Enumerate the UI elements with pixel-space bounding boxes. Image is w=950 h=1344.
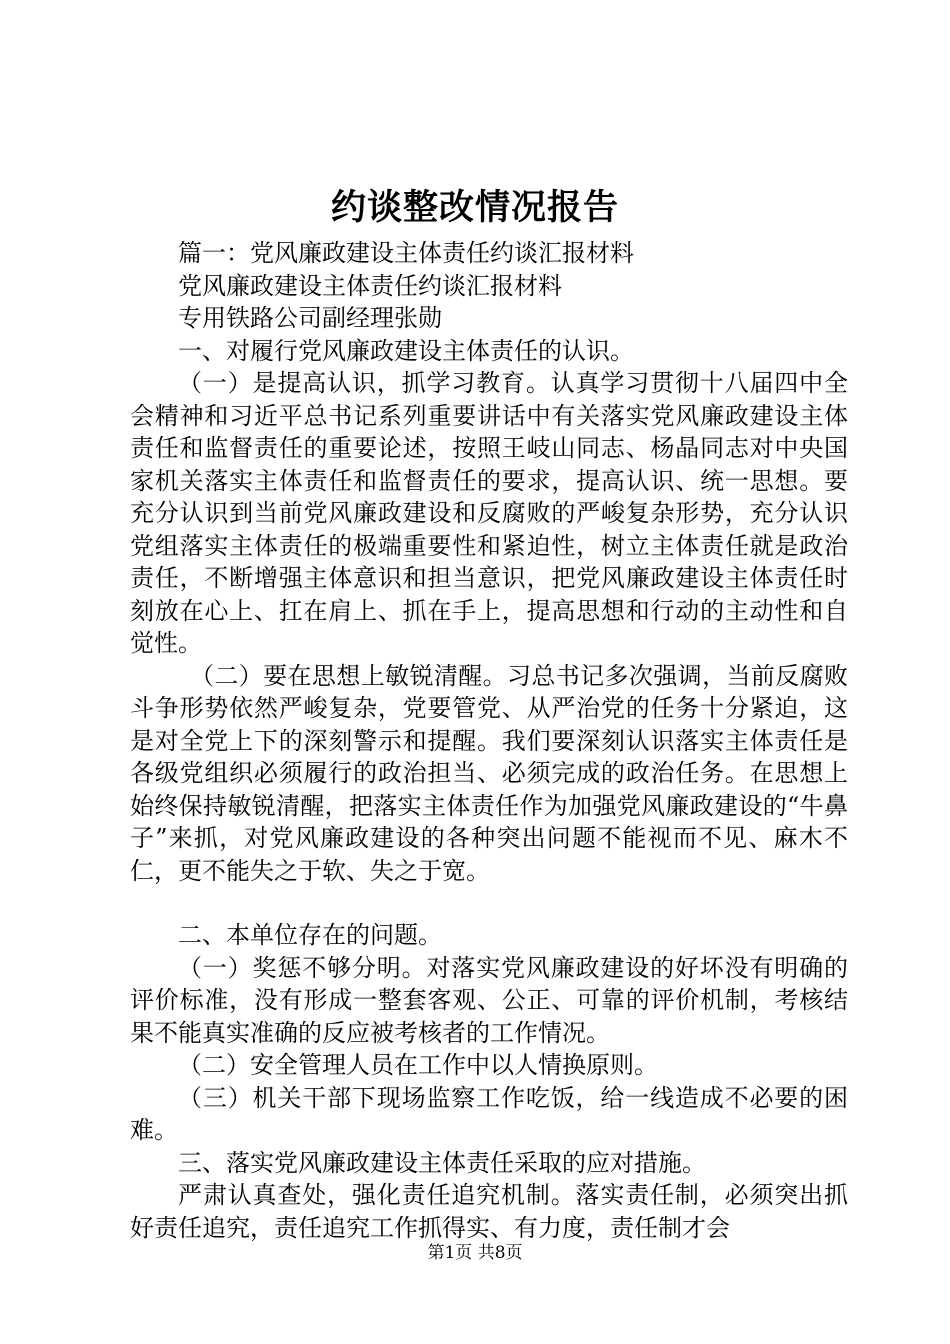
paragraph-subtitle: 党风廉政建设主体责任约谈汇报材料 — [178, 271, 562, 300]
page-footer: 第1页 共8页 — [427, 1243, 523, 1263]
section-heading-2: 二、本单位存在的问题。 — [178, 921, 442, 949]
blank-line — [130, 887, 848, 919]
paragraph-2-3: （三）机关干部下现场监察工作吃饭，给一线造成不必要的困难。 — [130, 1083, 848, 1144]
paragraph-2-2: （二）安全管理人员在工作中以人情换原则。 — [178, 1051, 658, 1079]
document-title: 约谈整改情况报告 — [330, 187, 619, 228]
document-body — [130, 237, 848, 1244]
paragraph-3-1: 严肃认真查处，强化责任追究机制。落实责任制，必须突出抓好责任追究，责任追究工作抓得实、有力度，责任制才会 — [130, 1181, 848, 1242]
section-heading-1: 一、对履行党风廉政建设主体责任的认识。 — [178, 336, 634, 365]
paragraph-1-2: （二）要在思想上敏锐清醒。习总书记多次强调，当前反腐败斗争形势依然严峻复杂，党要管党、从严治党的任务十分紧迫，这是对全党上下的深刻警示和提醒。我们要深刻认识落实主体责任是各级党组织必须履行的政治担当、必须完成的政治任务。在思想上始终保持敏锐清醒，把落实主体责任作为加强党风廉政建设的“牛鼻子”来抓，对党风廉政建设的各种突出问题不能视而不见、麻木不仁，更不能失之于软、失之于宽。 — [130, 661, 848, 885]
paragraph-1-1: （一）是提高认识，抓学习教育。认真学习贯彻十八届四中全会精神和习近平总书记系列重要讲话中有关落实党风廉政建设主体责任和监督责任的重要论述，按照王岐山同志、杨晶同志对中央国家机关落实主体责任和监督责任的要求，提高认识、统一思想。要充分认识到当前党风廉政建设和反腐败的严峻复杂形势，充分认识党组落实主体责任的极端重要性和紧迫性，树立主体责任就是政治责任，不断增强主体意识和担当意识，把党风廉政建设主体责任时刻放在心上、扛在肩上、抓在手上，提高思想和行动的主动性和自觉性。 — [130, 369, 848, 657]
paragraph-2-1: （一）奖惩不够分明。对落实党风廉政建设的好坏没有明确的评价标准，没有形成一整套客观、公正、可靠的评价机制，考核结果不能真实准确的反应被考核者的工作情况。 — [130, 953, 848, 1047]
paragraph-author: 专用铁路公司副经理张勋 — [178, 304, 442, 332]
paragraph-chapter-heading: 篇一：党风廉政建设主体责任约谈汇报材料 — [178, 239, 634, 267]
section-heading-3: 三、落实党风廉政建设主体责任采取的应对措施。 — [178, 1148, 706, 1177]
